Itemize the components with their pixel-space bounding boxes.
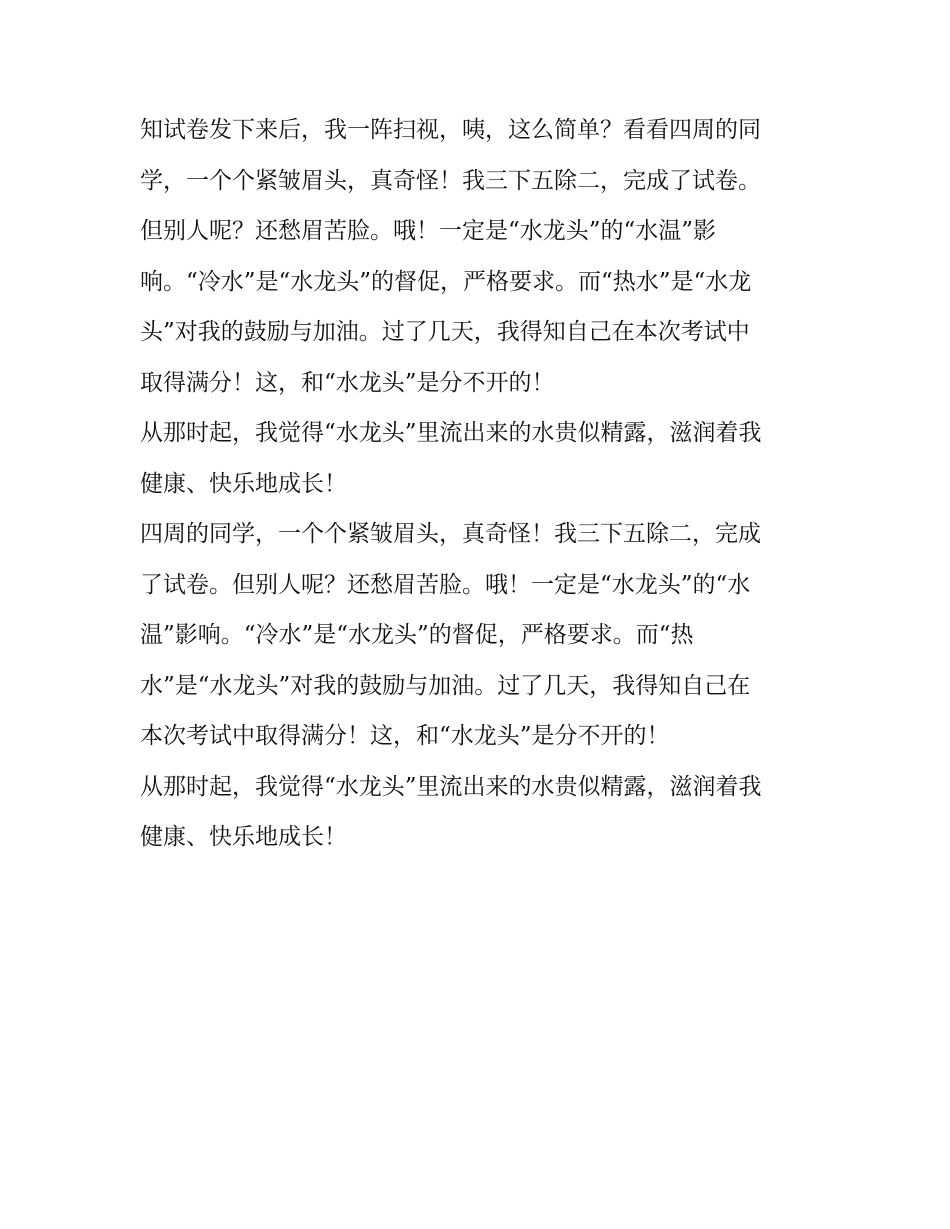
text-line: 四周的同学，一个个紧皱眉头，真奇怪！我三下五除二，完成 xyxy=(140,521,761,547)
text-line: 学，一个个紧皱眉头，真奇怪！我三下五除二，完成了试卷。 xyxy=(140,167,761,194)
text-line: 响。“冷水”是“水龙头”的督促，严格要求。而“热水”是“水龙 xyxy=(140,268,752,295)
text-line: 本次考试中取得满分！这，和“水龙头”是分不开的！ xyxy=(140,723,670,749)
text-line: 取得满分！这，和“水龙头”是分不开的！ xyxy=(140,369,555,396)
text-line: 从那时起，我觉得“水龙头”里流出来的水贵似精露，滋润着我 xyxy=(140,773,762,800)
essay-text-block xyxy=(140,105,820,863)
text-line: 知试卷发下来后，我一阵扫视，咦，这么简单？看看四周的同 xyxy=(140,117,761,143)
text-line: 头”对我的鼓励与加油。过了几天，我得知自己在本次考试中 xyxy=(140,319,750,345)
text-line: 从那时起，我觉得“水龙头”里流出来的水贵似精露，滋润着我 xyxy=(140,420,762,446)
text-line: 水”是“水龙头”对我的鼓励与加油。过了几天，我得知自己在 xyxy=(140,672,751,699)
text-line: 健康、快乐地成长！ xyxy=(140,824,347,850)
text-line: 温”影响。“冷水”是“水龙头”的督促，严格要求。而“热 xyxy=(140,622,694,648)
text-line: 健康、快乐地成长！ xyxy=(140,470,347,497)
text-line: 了试卷。但别人呢？还愁眉苦脸。哦！一定是“水龙头”的“水 xyxy=(140,571,751,598)
text-line: 但别人呢？还愁眉苦脸。哦！一定是“水龙头”的“水温”影 xyxy=(140,218,717,244)
